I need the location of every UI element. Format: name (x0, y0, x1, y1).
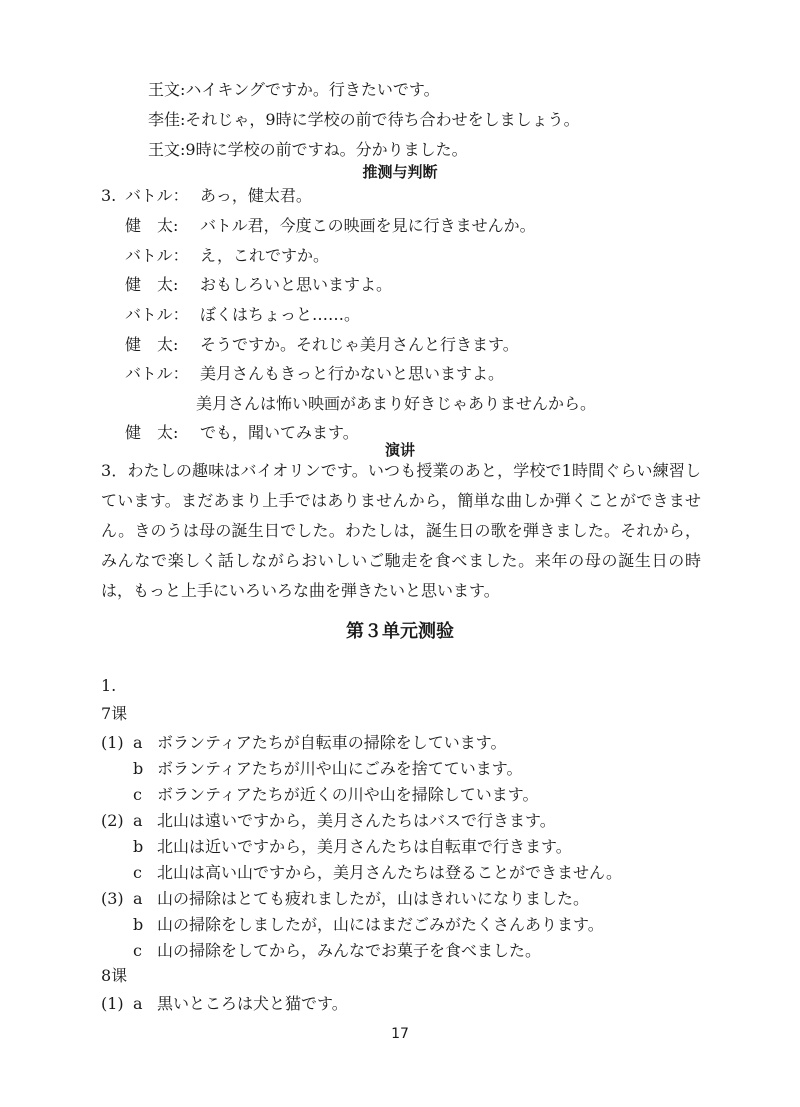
option-label: c (133, 863, 142, 882)
option-text: 北山は遠いですから，美月さんたちはバスで行きます。 (157, 811, 556, 830)
dialogue-line (148, 140, 468, 160)
dialogue-text: でも，聞いてみます。 (200, 423, 359, 442)
speaker-label: 李佳: (148, 110, 186, 129)
item-number: 3. (101, 186, 117, 205)
dialogue-line (125, 246, 329, 266)
dialogue-line (196, 394, 596, 414)
speaker-label: 健 太: (125, 275, 179, 294)
dialogue-text: あっ，健太君。 (200, 186, 312, 205)
speaker-label: 健 太: (125, 216, 179, 235)
option-text: ボランティアたちが川や山にごみを捨てています。 (157, 759, 523, 778)
list-item (133, 915, 604, 935)
list-item (133, 941, 541, 961)
list-item (133, 863, 622, 883)
option-text: 山の掃除をしましたが，山にはまだごみがたくさんあります。 (157, 915, 604, 934)
dialogue-line (125, 305, 360, 325)
option-text: 黒いところは犬と猫です。 (157, 994, 348, 1013)
option-label: c (133, 785, 142, 804)
dialogue-text: ハイキングですか。行きたいです。 (185, 80, 440, 99)
question-number: (3) (101, 889, 124, 908)
dialogue-line (125, 335, 519, 355)
option-label: a (133, 994, 143, 1013)
dialogue-text: おもしろいと思いますよ。 (200, 275, 393, 294)
section-heading: 推测与判断 (362, 163, 438, 181)
list-item (133, 837, 572, 857)
list-item (133, 785, 538, 805)
speaker-label: 王文: (148, 140, 186, 159)
option-label: c (133, 941, 142, 960)
option-label: b (133, 759, 144, 778)
question-number: (1) (101, 733, 124, 752)
lesson-label: 8课 (101, 966, 128, 985)
option-label: a (133, 811, 143, 830)
option-text: ボランティアたちが近くの川や山を掃除しています。 (157, 785, 539, 804)
dialogue-text: それじゃ，9時に学校の前で待ち合わせをしましょう。 (185, 110, 580, 129)
option-label: a (133, 889, 143, 908)
dialogue-line (148, 110, 580, 130)
list-item (101, 994, 348, 1014)
dialogue-text: 美月さんは怖い映画があまり好きじゃありませんから。 (196, 394, 597, 413)
question-number: (1) (101, 994, 124, 1013)
dialogue-line (125, 275, 392, 295)
speaker-label: バトル： (125, 186, 189, 205)
option-label: b (133, 837, 144, 856)
test-title: 第３单元测验 (346, 621, 454, 642)
question-number: (2) (101, 811, 124, 830)
dialogue-text: ぼくはちょっと……。 (200, 305, 361, 324)
option-text: 北山は高い山ですから，美月さんたちは登ることができません。 (157, 863, 622, 882)
option-label: b (133, 915, 144, 934)
dialogue-line (148, 80, 440, 100)
list-item (101, 889, 589, 909)
speaker-label: バトル： (125, 246, 189, 265)
speaker-label: バトル： (125, 305, 189, 324)
speech-paragraph: 3．わたしの趣味はバイオリンです。いつも授業のあと，学校で1時間ぐらい練習しています。まだあまり上手ではありませんから，簡単な曲しか弾くことができません。きのうは母の誕生日でした。わたしは，誕生日の歌を弾きました。それから，みんなで楽しく話しながらおいしいご馳走を食べました。来年の母の誕生日の時は，もっと上手にいろいろな曲を弾きたいと思います。 (101, 461, 701, 600)
dialogue-line (125, 216, 536, 236)
option-text: ボランティアたちが自転車の掃除をしています。 (157, 733, 507, 752)
dialogue-text: え，これですか。 (200, 246, 329, 265)
speaker-label: 健 太: (125, 423, 179, 442)
speaker-label: 健 太: (125, 335, 179, 354)
dialogue-line (125, 364, 504, 384)
list-item (133, 759, 522, 779)
dialogue-text: 美月さんもきっと行かないと思いますよ。 (200, 364, 505, 383)
lesson-label: 7课 (101, 704, 128, 723)
section-heading: 演讲 (384, 441, 415, 459)
dialogue-line (101, 186, 312, 206)
speaker-label: 王文: (148, 80, 186, 99)
page-number: 17 (391, 1026, 409, 1042)
dialogue-text: 9時に学校の前ですね。分かりました。 (185, 140, 468, 159)
option-text: 山の掃除をしてから，みんなでお菓子を食べました。 (157, 941, 542, 960)
dialogue-text: そうですか。それじゃ美月さんと行きます。 (200, 335, 519, 354)
dialogue-text: バトル君，今度この映画を見に行きませんか。 (200, 216, 536, 235)
list-item (101, 733, 506, 753)
option-text: 北山は近いですから，美月さんたちは自転車で行きます。 (157, 837, 572, 856)
test-number: 1. (101, 676, 117, 695)
option-text: 山の掃除はとても疲れましたが，山はきれいになりました。 (157, 889, 590, 908)
list-item (101, 811, 556, 831)
speaker-label: バトル： (125, 364, 189, 383)
option-label: a (133, 733, 143, 752)
